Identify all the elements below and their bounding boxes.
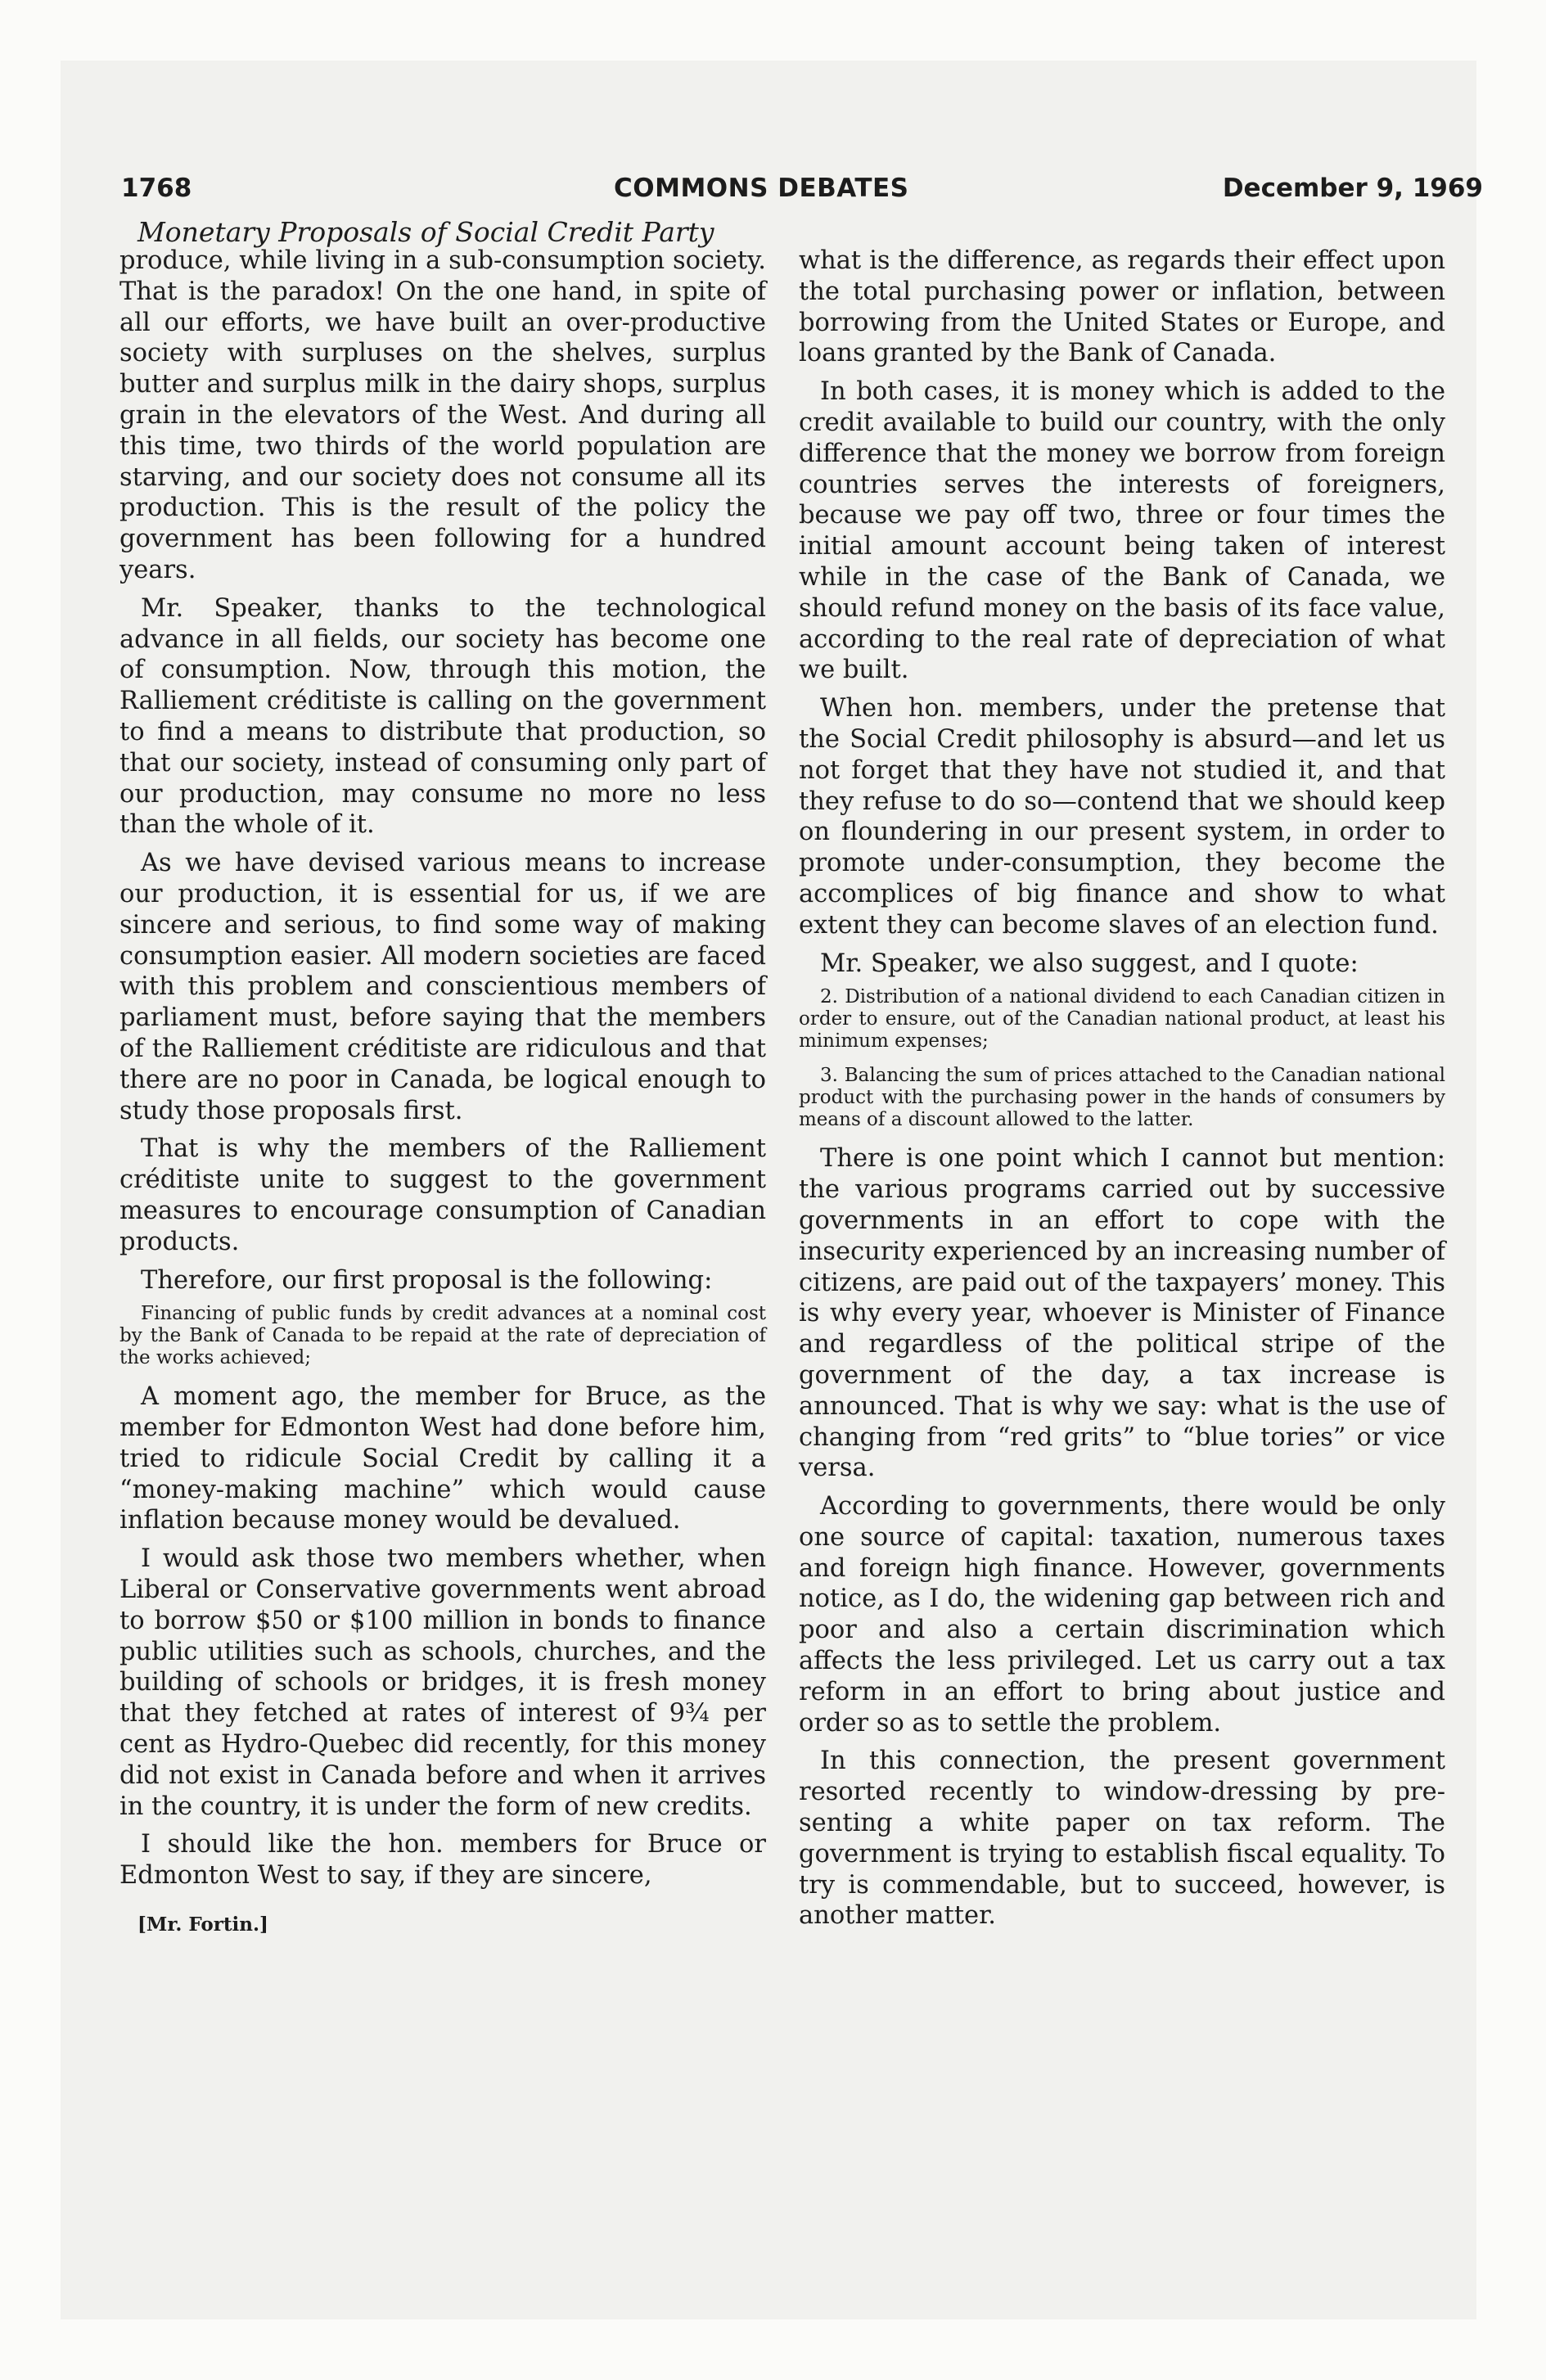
paragraph: what is the difference, as regards their effect upon the total purchasing power or inflation, between borrowing from the United States or Europe, and loans granted by the Bank of Canada.	[799, 246, 1445, 368]
quoted-proposal: 2. Distribution of a national dividend to each Canadian citizen in order to ensure, out of the Canadian national product, at least his minimum expenses;	[799, 986, 1445, 1053]
paragraph: There is one point which I cannot but mention: the various programs carried out by successive governments in an effort to cope with the insecurity experienced by an increasing number of citizens, are paid out of the taxpayers’ money. This is why every year, whoever is Minister of Finance and regardless of the political stripe of the government of the day, a tax increase is announced. That is why we say: what is the use of changing from “red grits” to “blue tories” or vice versa.	[799, 1144, 1445, 1483]
paragraph: produce, while living in a sub-consumption society. That is the paradox! On the one hand, in spite of all our efforts, we have built an over-productive society with surpluses on the shelves, surplus butter and surplus milk in the dairy shops, surplus grain in the elevators of the West. And during all this time, two thirds of the world population are starving, and our society does not consume all its production. This is the result of the policy the government has been following for a hundred years.	[119, 246, 766, 584]
paragraph: When hon. members, under the pretense that the Social Credit philosophy is absurd—and let us not forget that they have not studied it, and that they refuse to do so—contend that we should keep on floundering in our present system, in order to promote under-consumption, they become the accomplices of big finance and show to what extent they can become slaves of an election fund.	[799, 694, 1445, 940]
quoted-proposal: 3. Balancing the sum of prices attached to the Canadian national product with the purchasing power in the hands of consumers by means of a discount allowed to the latter.	[799, 1065, 1445, 1131]
paragraph: Therefore, our first proposal is the following:	[141, 1265, 713, 1295]
paragraph: A moment ago, the member for Bruce, as the member for Edmonton West had done before him, tried to ridicule Social Credit by calling it a “money-making machine” which would cause inflation because money would be devalued.	[119, 1382, 766, 1535]
left-column	[119, 246, 766, 1948]
paragraph: I should like the hon. members for Bruce or Edmonton West to say, if they are sincere,	[119, 1830, 766, 1891]
speaker-attribution: [Mr. Fortin.]	[137, 1913, 268, 1936]
subject-heading: Monetary Proposals of Social Credit Party	[137, 216, 714, 248]
running-header	[121, 174, 1483, 210]
publication-title: COMMONS DEBATES	[614, 174, 909, 203]
paragraph: In this connection, the present government resorted recently to window-dressing by presenting a white paper on tax reform. The government is trying to establish fiscal equality. To try is commendable, but to succeed, however, is another matter.	[799, 1747, 1445, 1931]
paragraph: Mr. Speaker, we also suggest, and I quote:	[820, 949, 1359, 978]
paragraph: According to governments, there would be only one source of capital: taxation, numerous taxes and foreign high finance. However, governments notice, as I do, the widening gap between rich and poor and also a certain discrimination which affects the less privileged. Let us carry out a tax reform in an effort to bring about justice and order so as to settle the problem.	[799, 1492, 1445, 1738]
paragraph: That is why the members of the Ralliement créditiste unite to suggest to the government measures to encourage consumption of Canadian products.	[119, 1134, 766, 1256]
paragraph: In both cases, it is money which is added to the credit available to build our country, with the only difference that the money we borrow from foreign countries serves the interests of foreigners, because we pay off two, three or four times the initial amount account being taken of interest while in the case of the Bank of Canada, we should refund money on the basis of its face value, according to the real rate of depreciation of what we built.	[799, 377, 1445, 685]
paragraph: Mr. Speaker, thanks to the technological advance in all fields, our society has become one of consumption. Now, through this motion, the Ralliement créditiste is calling on the government to find a means to distribute that production, so that our society, instead of consuming only part of our production, may consume no more no less than the whole of it.	[119, 593, 766, 840]
right-column	[799, 246, 1445, 1939]
page-number: 1768	[121, 174, 192, 203]
paragraph: I would ask those two members whether, when Liberal or Conservative governments went abroad to borrow $50 or $100 million in bonds to finance public utilities such as schools, churches, and the building of schools or bridges, it is fresh money that they fetched at rates of interest of 9¾ per cent as Hydro-Quebec did recently, for this money did not exist in Canada before and when it arrives in the country, it is under the form of new credits.	[119, 1544, 766, 1821]
quoted-proposal: Financing of public funds by credit advances at a nominal cost by the Bank of Canada to be repaid at the rate of depreciation of the works achieved;	[119, 1303, 766, 1369]
debate-date: December 9, 1969	[1222, 174, 1483, 203]
paragraph: As we have devised various means to increase our production, it is essential for us, if we are sincere and serious, to find some way of making consumption easier. All modern societies are faced with this problem and conscientious members of parliament must, before saying that the members of the Ralliement créditiste are ridiculous and that there are no poor in Canada, be logical enough to study those proposals first.	[119, 849, 766, 1125]
